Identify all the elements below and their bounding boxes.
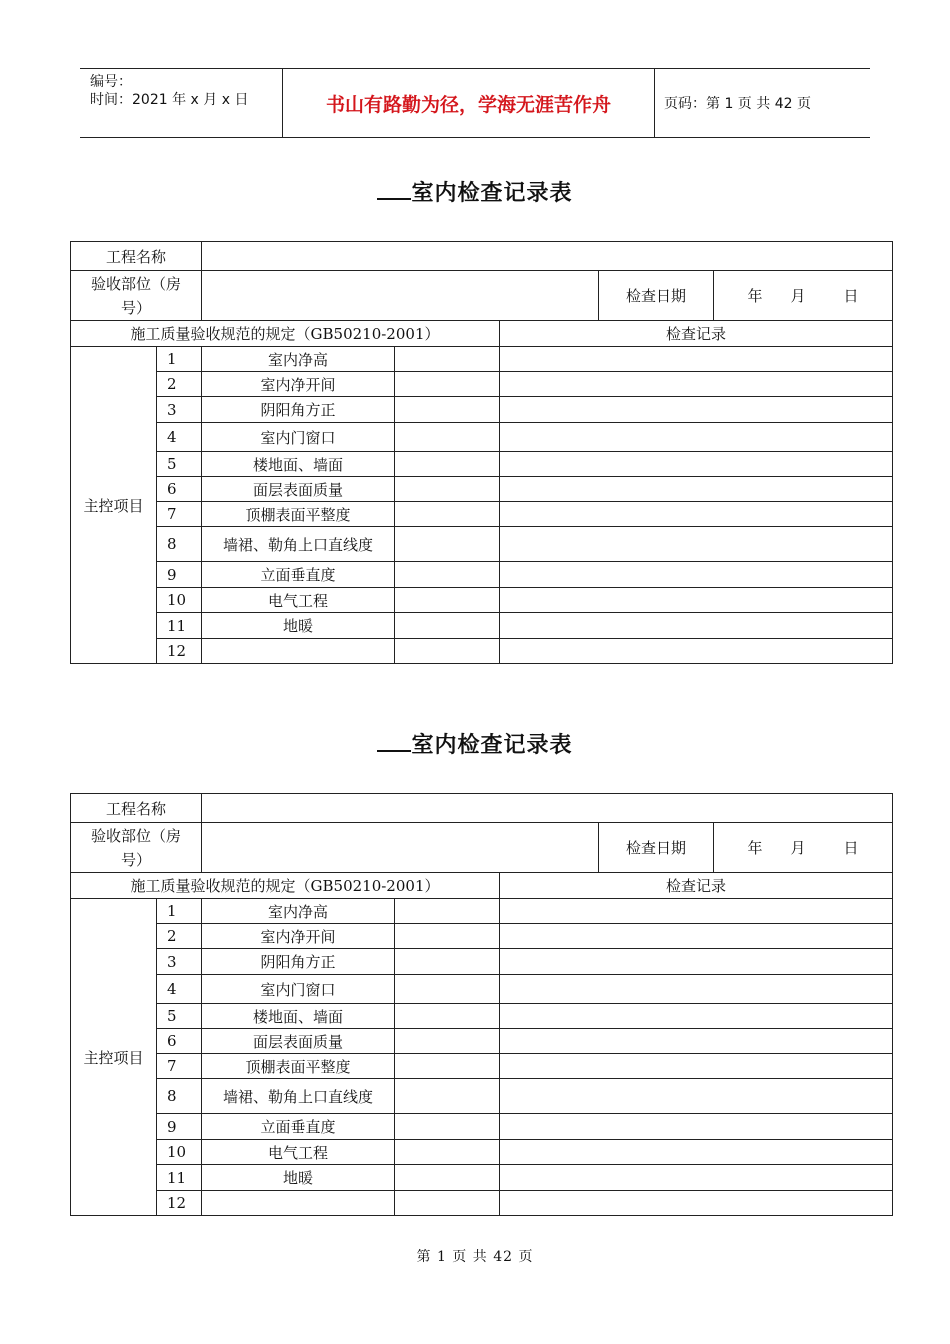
project-name-label: 工程名称 [71,794,202,823]
item-record-cell[interactable] [500,1191,893,1216]
item-number: 2 [157,924,202,949]
project-name-field[interactable] [202,794,893,823]
project-name-row [71,794,893,823]
item-number: 10 [157,588,202,613]
acceptance-part-label [71,271,202,321]
item-standard-cell[interactable] [395,1004,500,1029]
header-page-info: 页码：第 1 页 共 42 页 [664,96,811,112]
section-header-row [71,873,893,899]
item-standard-cell[interactable] [395,924,500,949]
item-name: 室内门窗口 [202,423,395,452]
title-blank[interactable] [377,730,411,752]
item-number: 12 [157,639,202,664]
item-number: 7 [157,1054,202,1079]
item-number: 11 [157,613,202,639]
check-date-field[interactable] [714,823,893,873]
item-number: 8 [157,1079,202,1114]
item-number: 10 [157,1140,202,1165]
item-standard-cell[interactable] [395,347,500,372]
item-name: 电气工程 [202,1140,395,1165]
item-record-cell[interactable] [500,502,893,527]
item-standard-cell[interactable] [395,899,500,924]
item-name: 阴阳角方正 [202,949,395,975]
item-name: 室内门窗口 [202,975,395,1004]
item-standard-cell[interactable] [395,1079,500,1114]
item-standard-cell[interactable] [395,1191,500,1216]
item-record-cell[interactable] [500,527,893,562]
acceptance-part-field[interactable] [202,271,599,321]
item-standard-cell[interactable] [395,477,500,502]
item-row [71,1165,893,1191]
header-motto: 书山有路勤为径，学海无涯苦作舟 [283,69,655,137]
item-name: 顶棚表面平整度 [202,1054,395,1079]
main-items-label: 主控项目 [71,899,157,1216]
item-row [71,452,893,477]
project-name-row [71,242,893,271]
form-title-text: 室内检查记录表 [411,732,573,758]
item-record-cell[interactable] [500,397,893,423]
item-name: 楼地面、墙面 [202,1004,395,1029]
page-header [80,68,870,138]
item-record-cell[interactable] [500,949,893,975]
item-record-cell[interactable] [500,1079,893,1114]
check-date-label: 检查日期 [599,823,714,873]
item-record-cell[interactable] [500,899,893,924]
item-standard-cell[interactable] [395,1114,500,1140]
date-year: 年 [747,287,763,305]
item-row [71,975,893,1004]
item-record-cell[interactable] [500,347,893,372]
item-record-cell[interactable] [500,588,893,613]
item-name: 顶棚表面平整度 [202,502,395,527]
item-standard-cell[interactable] [395,639,500,664]
item-row [71,372,893,397]
item-name: 地暖 [202,1165,395,1191]
acceptance-part-row [71,823,893,873]
item-record-cell[interactable] [500,423,893,452]
form-title [0,728,950,759]
item-number: 2 [157,372,202,397]
item-record-cell[interactable] [500,613,893,639]
item-row [71,527,893,562]
item-number: 6 [157,1029,202,1054]
item-name [202,1191,395,1216]
item-standard-cell[interactable] [395,613,500,639]
item-number: 4 [157,423,202,452]
item-record-cell[interactable] [500,477,893,502]
item-record-cell[interactable] [500,1054,893,1079]
record-header: 检查记录 [500,321,893,347]
acceptance-part-label-line1: 验收部位（房 [91,274,182,293]
project-name-label: 工程名称 [71,242,202,271]
item-number: 1 [157,347,202,372]
item-record-cell[interactable] [500,1165,893,1191]
item-row [71,347,893,372]
item-standard-cell[interactable] [395,1140,500,1165]
form-title [0,176,950,207]
item-number: 9 [157,1114,202,1140]
item-number: 3 [157,397,202,423]
item-row [71,1029,893,1054]
item-name: 室内净高 [202,347,395,372]
item-row [71,588,893,613]
item-row [71,949,893,975]
item-standard-cell[interactable] [395,502,500,527]
item-number: 1 [157,899,202,924]
item-standard-cell[interactable] [395,397,500,423]
item-number: 3 [157,949,202,975]
acceptance-part-label-line1: 验收部位（房 [91,826,182,845]
item-standard-cell[interactable] [395,372,500,397]
item-name: 室内净高 [202,899,395,924]
item-record-cell[interactable] [500,639,893,664]
check-date-label: 检查日期 [599,271,714,321]
date-month: 月 [790,839,806,857]
time-label: 时间：2021 年 x 月 x 日 [90,92,249,108]
item-name: 地暖 [202,613,395,639]
item-record-cell[interactable] [500,452,893,477]
item-standard-cell[interactable] [395,1054,500,1079]
item-name: 楼地面、墙面 [202,452,395,477]
item-row [71,1114,893,1140]
form-title-text: 室内检查记录表 [411,180,573,206]
item-row [71,477,893,502]
item-standard-cell[interactable] [395,949,500,975]
item-row [71,1140,893,1165]
item-row [71,397,893,423]
item-name: 面层表面质量 [202,477,395,502]
acceptance-part-label-line2: 号） [121,298,152,317]
item-record-cell[interactable] [500,372,893,397]
header-meta [80,69,283,137]
item-row [71,1191,893,1216]
item-row [71,562,893,588]
spec-header: 施工质量验收规范的规定（GB50210-2001） [71,873,500,899]
main-items-label: 主控项目 [71,347,157,664]
item-record-cell[interactable] [500,975,893,1004]
item-number: 9 [157,562,202,588]
item-number: 8 [157,527,202,562]
item-row [71,899,893,924]
item-name: 面层表面质量 [202,1029,395,1054]
page-footer: 第 1 页 共 42 页 [416,1249,534,1265]
check-date-field[interactable] [714,271,893,321]
item-row [71,639,893,664]
item-row [71,423,893,452]
item-name: 室内净开间 [202,372,395,397]
acceptance-part-label [71,823,202,873]
item-number: 6 [157,477,202,502]
item-record-cell[interactable] [500,1004,893,1029]
title-blank[interactable] [377,178,411,200]
item-record-cell[interactable] [500,1114,893,1140]
item-standard-cell[interactable] [395,1165,500,1191]
item-standard-cell[interactable] [395,562,500,588]
item-row [71,613,893,639]
spec-header: 施工质量验收规范的规定（GB50210-2001） [71,321,500,347]
project-name-field[interactable] [202,242,893,271]
item-row [71,1079,893,1114]
item-name: 墙裙、勒角上口直线度 [202,527,395,562]
acceptance-part-label-line2: 号） [121,850,152,869]
item-row [71,502,893,527]
item-name: 立面垂直度 [202,562,395,588]
inspection-form-1 [70,241,893,664]
item-standard-cell[interactable] [395,1029,500,1054]
item-row [71,924,893,949]
item-row [71,1054,893,1079]
item-number: 4 [157,975,202,1004]
item-number: 7 [157,502,202,527]
item-name: 阴阳角方正 [202,397,395,423]
date-day: 日 [843,287,859,305]
record-header: 检查记录 [500,873,893,899]
item-name: 墙裙、勒角上口直线度 [202,1079,395,1114]
item-standard-cell[interactable] [395,423,500,452]
date-month: 月 [790,287,806,305]
item-standard-cell[interactable] [395,975,500,1004]
item-name: 电气工程 [202,588,395,613]
inspection-form-2 [70,793,893,1216]
section-header-row [71,321,893,347]
item-name [202,639,395,664]
item-standard-cell[interactable] [395,588,500,613]
date-year: 年 [747,839,763,857]
item-record-cell[interactable] [500,1029,893,1054]
item-name: 室内净开间 [202,924,395,949]
item-number: 12 [157,1191,202,1216]
item-row [71,1004,893,1029]
item-number: 11 [157,1165,202,1191]
serial-label: 编号： [90,74,132,90]
item-number: 5 [157,1004,202,1029]
item-record-cell[interactable] [500,562,893,588]
item-standard-cell[interactable] [395,452,500,477]
acceptance-part-field[interactable] [202,823,599,873]
date-day: 日 [843,839,859,857]
item-record-cell[interactable] [500,1140,893,1165]
item-name: 立面垂直度 [202,1114,395,1140]
item-standard-cell[interactable] [395,527,500,562]
item-number: 5 [157,452,202,477]
acceptance-part-row [71,271,893,321]
item-record-cell[interactable] [500,924,893,949]
